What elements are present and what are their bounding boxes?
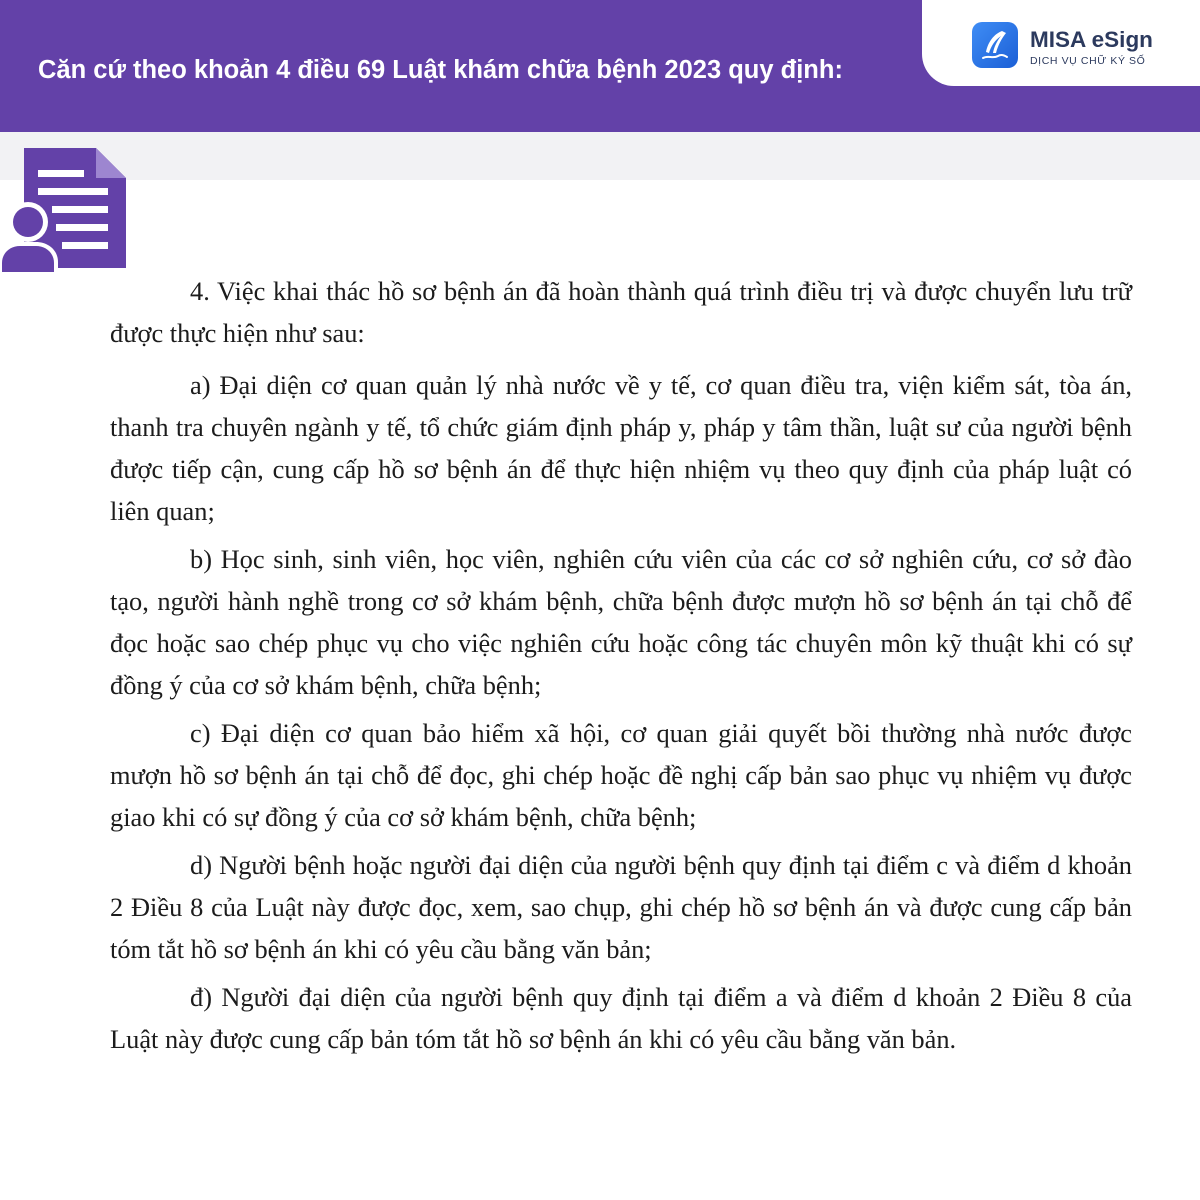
grey-band [0, 132, 1200, 180]
paragraph-clause-4: 4. Việc khai thác hồ sơ bệnh án đã hoàn thành quá trình điều trị và được chuyển lưu trữ được thực hiện như sau: [110, 276, 1132, 348]
paragraph-point-c: c) Đại diện cơ quan bảo hiểm xã hội, cơ quan giải quyết bồi thường nhà nước được mượn hồ sơ bệnh án tại chỗ để đọc, ghi chép hoặc đề nghị cấp bản sao phục vụ nhiệm vụ được giao khi có sự đồng ý của cơ sở khám bệnh, chữa bệnh; [110, 718, 1132, 832]
brand-card [922, 0, 1200, 86]
paragraph-point-b: b) Học sinh, sinh viên, học viên, nghiên cứu viên của các cơ sở nghiên cứu, cơ sở đào tạo, người hành nghề trong cơ sở khám bệnh, chữa bệnh được mượn hồ sơ bệnh án tại chỗ để đọc hoặc sao chép phục vụ cho việc nghiên cứu hoặc công tác chuyên môn kỹ thuật khi có sự đồng ý của cơ sở khám bệnh, chữa bệnh; [110, 544, 1132, 700]
paragraph-point-d: d) Người bệnh hoặc người đại diện của người bệnh quy định tại điểm c và điểm d khoản 2 Điều 8 của Luật này được đọc, xem, sao chụp, ghi chép hồ sơ bệnh án và được cung cấp bản tóm tắt hồ sơ bệnh án khi có yêu cầu bằng văn bản; [110, 850, 1132, 964]
brand-tagline: DỊCH VỤ CHỮ KÝ SỐ [1030, 55, 1146, 67]
misa-esign-logo-icon [972, 22, 1018, 68]
paragraph-point-dd: đ) Người đại diện của người bệnh quy định tại điểm a và điểm d khoản 2 Điều 8 của Luật này được cung cấp bản tóm tắt hồ sơ bệnh án khi có yêu cầu bằng văn bản. [110, 982, 1132, 1054]
paragraph-point-a: a) Đại diện cơ quan quản lý nhà nước về y tế, cơ quan điều tra, viện kiểm sát, tòa án, thanh tra chuyên ngành y tế, tổ chức giám định pháp y, pháp y tâm thần, luật sư của người bệnh được tiếp cận, cung cấp hồ sơ bệnh án để thực hiện nhiệm vụ theo quy định của pháp luật có liên quan; [110, 370, 1132, 526]
document-body [110, 270, 1132, 1066]
header-title: Căn cứ theo khoản 4 điều 69 Luật khám chữa bệnh 2023 quy định: [38, 56, 843, 84]
brand-name: MISA eSign [1030, 27, 1153, 52]
document-person-icon [0, 144, 128, 272]
